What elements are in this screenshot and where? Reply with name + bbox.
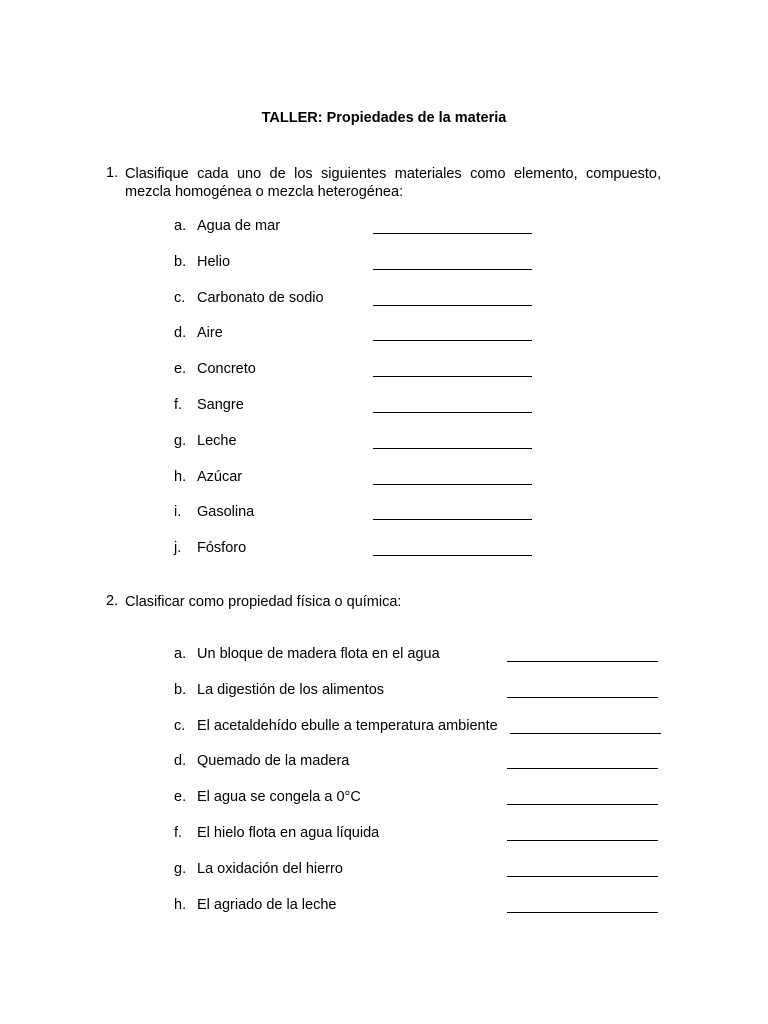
- item-letter: i.: [174, 504, 182, 521]
- list-item: [0, 645, 768, 663]
- list-item: [0, 788, 768, 806]
- answer-blank[interactable]: [373, 233, 532, 234]
- item-label: El hielo flota en agua líquida: [197, 825, 380, 841]
- question-text-line: Clasifique cada uno de los siguientes materiales como elemento, compuesto,: [125, 166, 661, 182]
- item-letter: e.: [174, 789, 187, 806]
- item-label: La oxidación del hierro: [197, 860, 343, 877]
- answer-blank[interactable]: [507, 840, 658, 841]
- question-number: 2.: [106, 593, 119, 609]
- item-label: El agua se congela a 0°C: [197, 789, 361, 806]
- question-number: 1.: [106, 165, 119, 181]
- list-item: [0, 717, 768, 735]
- item-label: Un bloque de madera flota en el agua: [197, 646, 440, 662]
- answer-blank[interactable]: [373, 519, 532, 520]
- item-label: El acetaldehído ebulle a temperatura ambiente: [197, 717, 498, 734]
- list-item: [0, 253, 768, 271]
- list-item: [0, 860, 768, 878]
- page-title: TALLER: Propiedades de la materia: [261, 110, 507, 126]
- answer-blank[interactable]: [507, 912, 658, 913]
- answer-blank[interactable]: [507, 661, 658, 662]
- item-letter: f.: [174, 397, 183, 413]
- list-item: [0, 539, 768, 557]
- answer-blank[interactable]: [373, 448, 532, 449]
- list-item: [0, 432, 768, 450]
- item-label: El agriado de la leche: [197, 896, 337, 913]
- item-letter: b.: [174, 681, 187, 698]
- item-letter: g.: [174, 432, 187, 449]
- item-letter: c.: [174, 717, 186, 734]
- list-item: [0, 360, 768, 378]
- item-letter: h.: [174, 896, 187, 913]
- item-label: Agua de mar: [197, 218, 281, 234]
- list-item: [0, 396, 768, 414]
- item-letter: d.: [174, 325, 187, 342]
- item-letter: f.: [174, 825, 183, 841]
- answer-blank[interactable]: [373, 484, 532, 485]
- list-item: [0, 503, 768, 521]
- item-label: La digestión de los alimentos: [197, 681, 385, 698]
- item-label: Concreto: [197, 361, 256, 378]
- list-item: [0, 896, 768, 914]
- answer-blank[interactable]: [373, 340, 532, 341]
- item-label: Helio: [197, 253, 231, 270]
- item-letter: b.: [174, 253, 187, 270]
- item-letter: c.: [174, 289, 186, 306]
- list-item: [0, 289, 768, 307]
- answer-blank[interactable]: [510, 733, 661, 734]
- answer-blank[interactable]: [373, 555, 532, 556]
- item-letter: e.: [174, 361, 187, 378]
- question-text-line: mezcla homogénea o mezcla heterogénea:: [125, 184, 404, 200]
- answer-blank[interactable]: [373, 376, 532, 377]
- item-label: Leche: [197, 432, 237, 449]
- item-letter: g.: [174, 860, 187, 877]
- answer-blank[interactable]: [373, 269, 532, 270]
- item-letter: j.: [174, 540, 182, 557]
- question-text-line: Clasificar como propiedad física o química:: [125, 594, 402, 610]
- answer-blank[interactable]: [373, 305, 532, 306]
- item-letter: d.: [174, 753, 187, 770]
- list-item: [0, 468, 768, 486]
- list-item: [0, 824, 768, 842]
- answer-blank[interactable]: [373, 412, 532, 413]
- item-label: Carbonato de sodio: [197, 289, 324, 306]
- answer-blank[interactable]: [507, 697, 658, 698]
- item-label: Aire: [197, 325, 223, 342]
- item-label: Quemado de la madera: [197, 753, 350, 770]
- list-item: [0, 752, 768, 770]
- item-letter: a.: [174, 218, 187, 234]
- list-item: [0, 681, 768, 699]
- list-item: [0, 217, 768, 235]
- item-label: Gasolina: [197, 504, 255, 521]
- item-label: Azúcar: [197, 468, 243, 485]
- item-label: Sangre: [197, 397, 244, 413]
- answer-blank[interactable]: [507, 876, 658, 877]
- item-letter: h.: [174, 468, 187, 485]
- item-label: Fósforo: [197, 540, 247, 557]
- answer-blank[interactable]: [507, 804, 658, 805]
- answer-blank[interactable]: [507, 768, 658, 769]
- item-letter: a.: [174, 646, 187, 662]
- list-item: [0, 324, 768, 342]
